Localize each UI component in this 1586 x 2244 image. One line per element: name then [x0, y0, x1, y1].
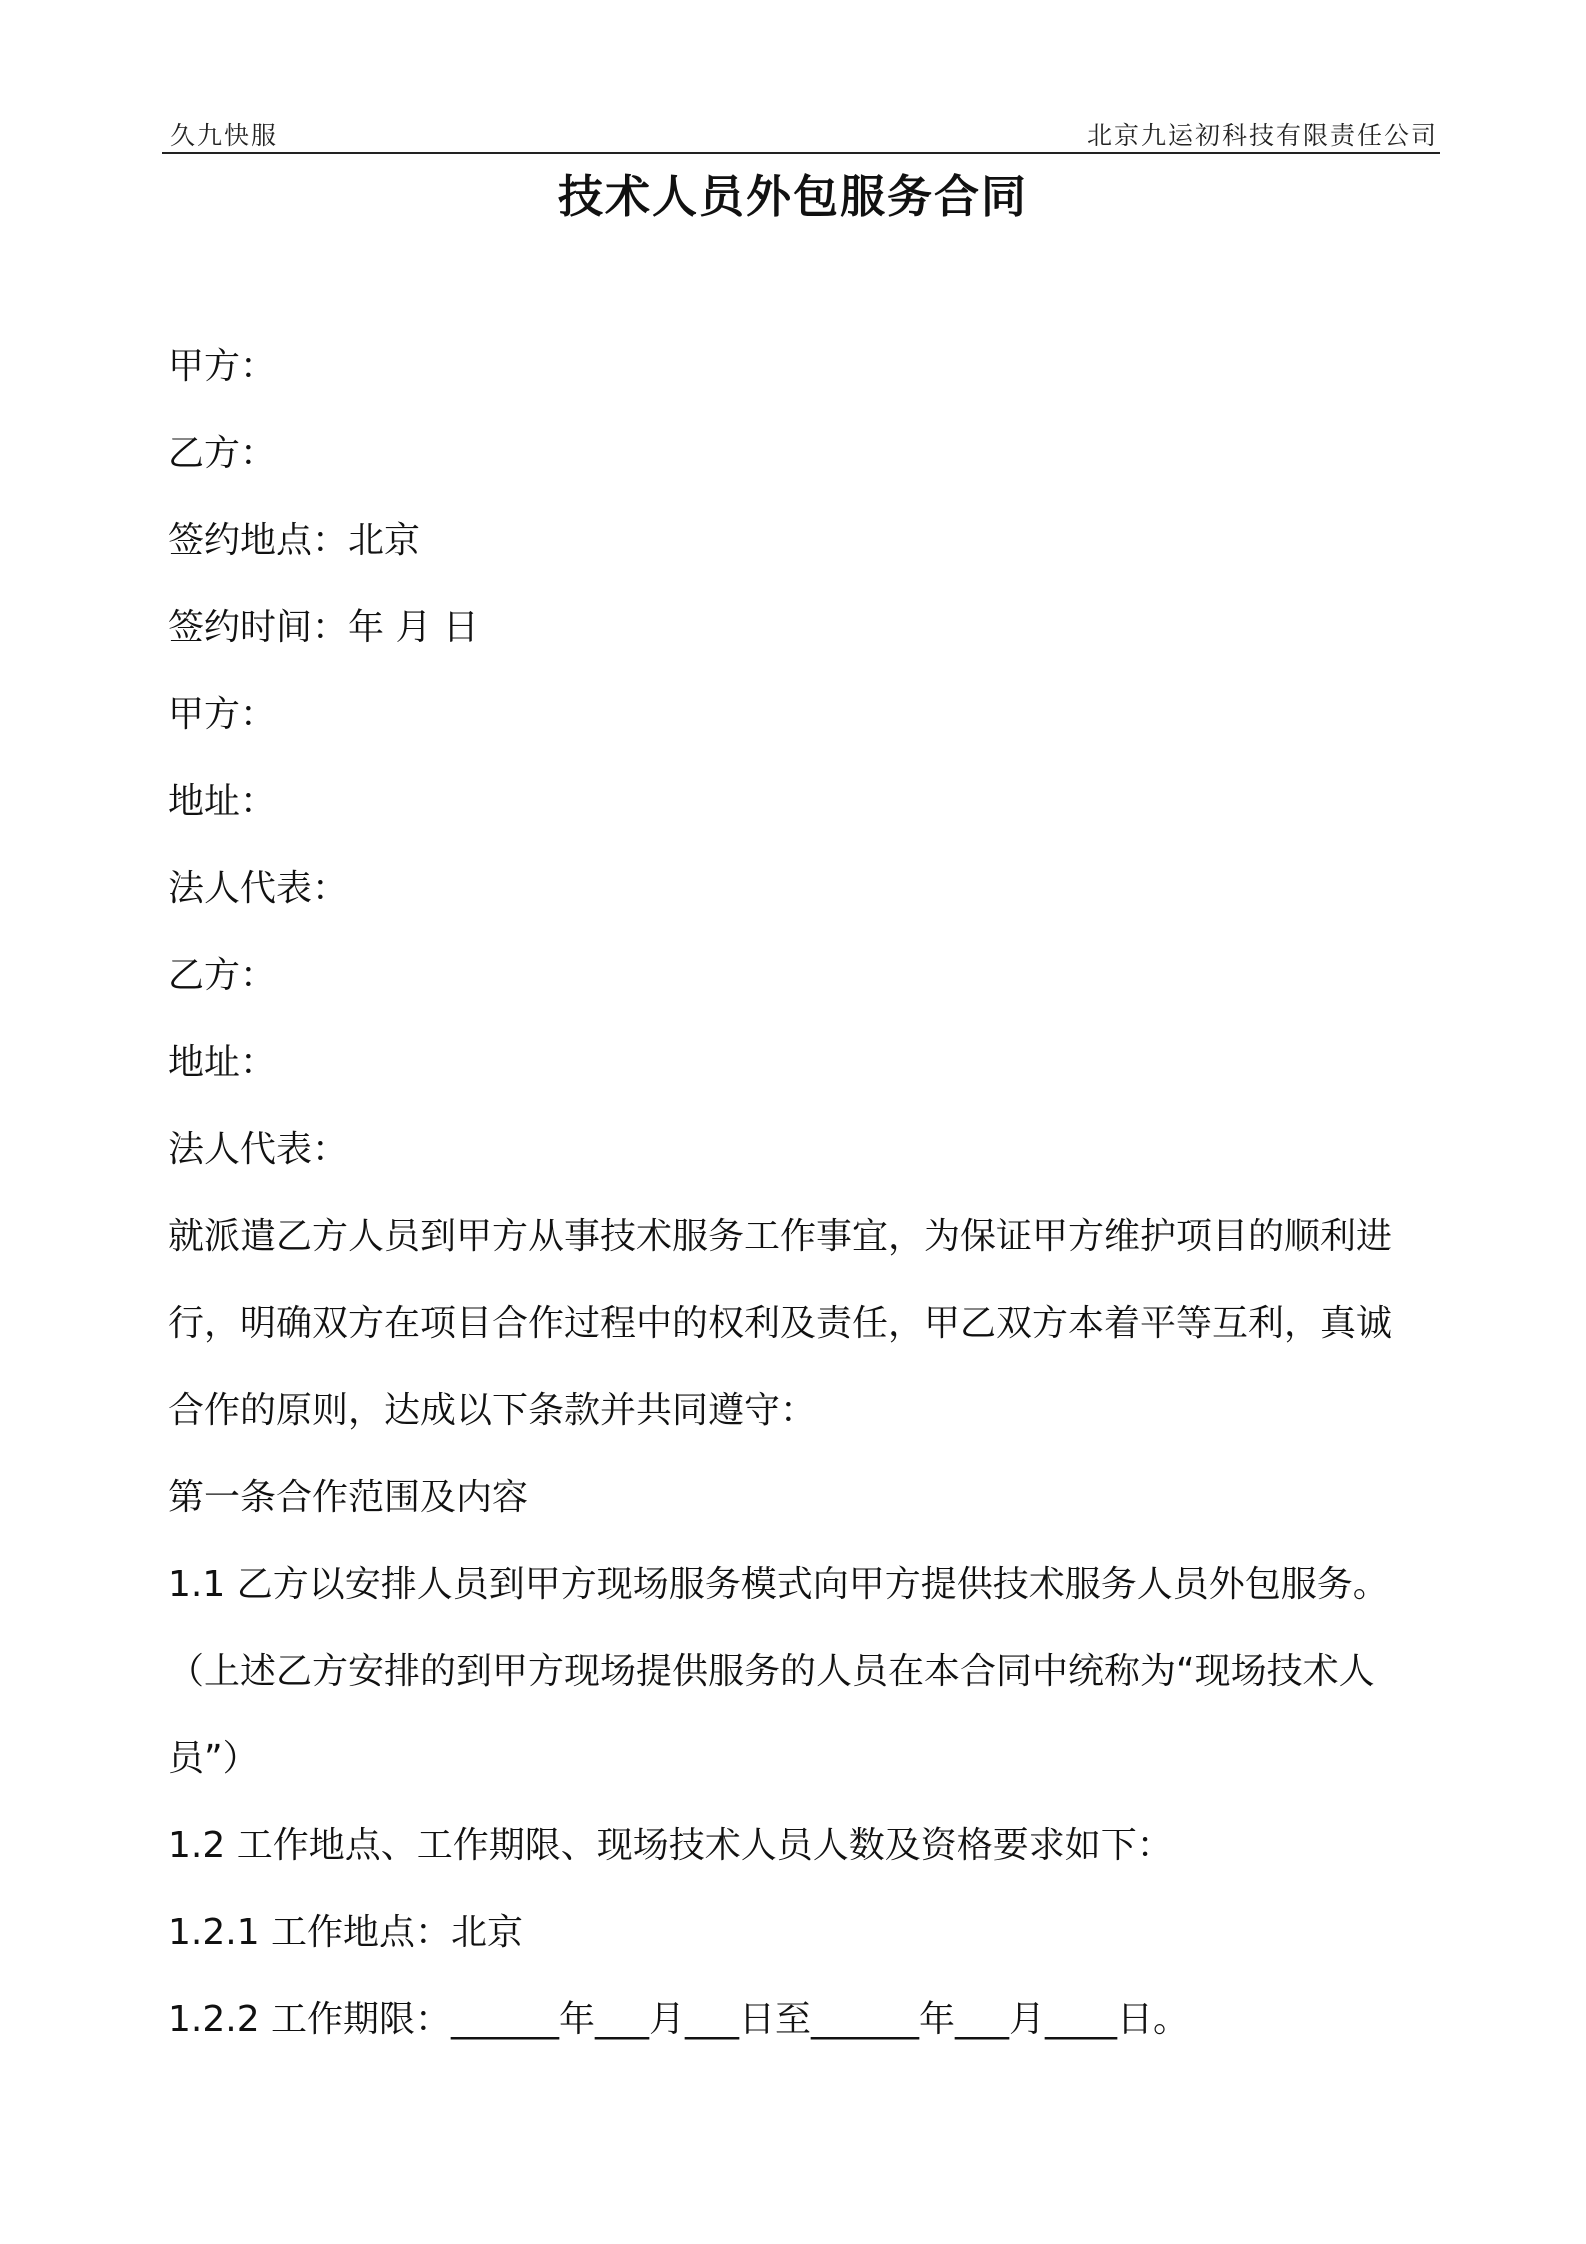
header-company-full: 北京九运初科技有限责任公司 — [1086, 121, 1438, 150]
party-a-legal-rep: 法人代表： — [168, 868, 349, 909]
clause-1-2-1: 1.2.1 工作地点：北京 — [168, 1912, 524, 1953]
preamble-line-1: 就派遣乙方人员到甲方从事技术服务工作事宜，为保证甲方维护项目的顺利进 — [168, 1216, 1393, 1257]
page-header — [162, 112, 1440, 154]
party-b-name: 乙方： — [168, 955, 277, 996]
article-1-heading: 第一条合作范围及内容 — [168, 1477, 529, 1518]
clause-1-1-note-end: 员”） — [168, 1738, 259, 1779]
signing-date: 签约时间：年 月 日 — [168, 607, 479, 648]
party-a-name: 甲方： — [168, 694, 277, 735]
party-b-address: 地址： — [168, 1042, 277, 1083]
party-b-legal-rep: 法人代表： — [168, 1129, 349, 1170]
clause-1-1-note: （上述乙方安排的到甲方现场提供服务的人员在本合同中统称为“现场技术人 — [168, 1651, 1375, 1692]
party-a-address: 地址： — [168, 781, 277, 822]
preamble-line-3: 合作的原则，达成以下条款并共同遵守： — [168, 1390, 817, 1431]
clause-1-2: 1.2 工作地点、工作期限、现场技术人员人数及资格要求如下： — [168, 1825, 1173, 1866]
party-a-label: 甲方： — [168, 346, 277, 387]
preamble-line-2: 行，明确双方在项目合作过程中的权利及责任，甲乙双方本着平等互利，真诚 — [168, 1303, 1393, 1344]
clause-1-2-2: 1.2.2 工作期限：______年___月___日至______年___月____日。 — [168, 1999, 1190, 2040]
signing-location: 签约地点：北京 — [168, 520, 421, 561]
header-company-short: 久九快服 — [170, 121, 279, 150]
clause-1-1: 1.1 乙方以安排人员到甲方现场服务模式向甲方提供技术服务人员外包服务。 — [168, 1564, 1389, 1605]
document-title: 技术人员外包服务合同 — [557, 170, 1028, 223]
party-b-label: 乙方： — [168, 433, 277, 474]
